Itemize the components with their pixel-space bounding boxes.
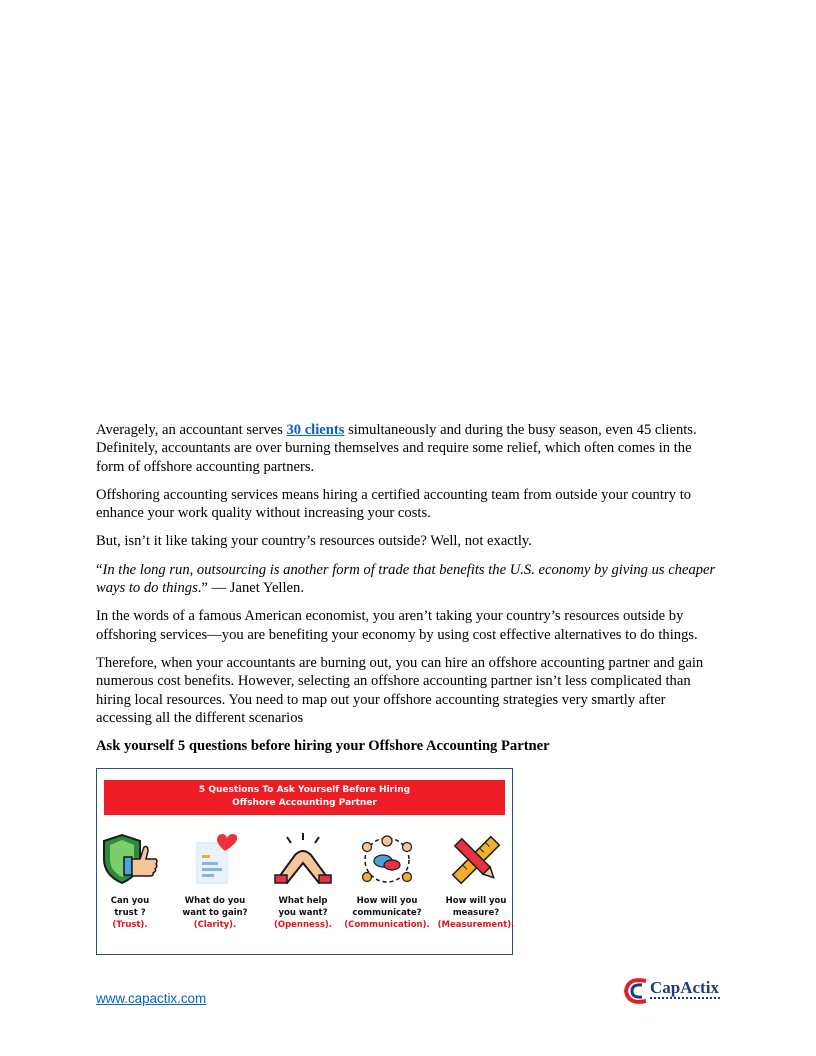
question-trust: Can you trust ? (Trust).: [85, 833, 175, 931]
clients-link[interactable]: 30 clients: [286, 422, 345, 438]
document-body: [96, 421, 720, 765]
quote: “In the long run, outsourcing is another form of trade that benefits the U.S. economy by giving us cheaper ways to do things.” — Janet Yellen.: [96, 561, 716, 597]
infographic-banner: 5 Questions To Ask Yourself Before Hiring Offshore Accounting Partner: [104, 780, 505, 815]
people-chat-icon: [357, 833, 417, 887]
logo-text: CapActix: [650, 978, 719, 997]
paragraph-economist: In the words of a famous American economist, you aren’t taking your country’s resources outside by offshoring services—you are benefiting your economy by using cost effective alternatives to do things.: [96, 608, 698, 643]
capactix-logo: [622, 975, 722, 1009]
shield-thumbs-up-icon: [100, 833, 160, 887]
handshake-icon: [273, 833, 333, 887]
question-clarity: What do you want to gain? (Clarity).: [170, 833, 260, 931]
document-heart-icon: [185, 833, 245, 887]
question-communication: How will you communicate? (Communication).: [342, 833, 432, 931]
five-questions-infographic: [96, 768, 513, 955]
question-openness: What help you want? (Openness).: [258, 833, 348, 931]
question-measurement: How will you measure? (Measurement).: [431, 833, 521, 931]
website-link[interactable]: www.capactix.com: [96, 991, 207, 1006]
logo-tagline: [650, 997, 720, 1003]
paragraph-clients: Averagely, an accountant serves 30 clients simultaneously and during the busy season, even 45 clients. Definitely, accountants are over burning themselves and require some relief, which often comes in the form of offshore accounting partners.: [96, 422, 697, 475]
logo-swoosh-icon: [622, 975, 650, 1007]
paragraph-therefore: Therefore, when your accountants are burning out, you can hire an offshore accounting partner and gain numerous cost benefits. However, selecting an offshore accounting partner isn’t less complicated than hiring local resources. You need to map out your offshore accounting strategies very smartly after accessing all the different scenarios: [96, 654, 704, 726]
ruler-pencil-icon: [446, 833, 506, 887]
section-heading: Ask yourself 5 questions before hiring your Offshore Accounting Partner: [96, 738, 550, 755]
paragraph-question: But, isn’t it like taking your country’s resources outside? Well, not exactly.: [96, 533, 532, 550]
paragraph-offshoring: Offshoring accounting services means hiring a certified accounting team from outside your country to enhance your work quality without increasing your costs.: [96, 486, 692, 522]
